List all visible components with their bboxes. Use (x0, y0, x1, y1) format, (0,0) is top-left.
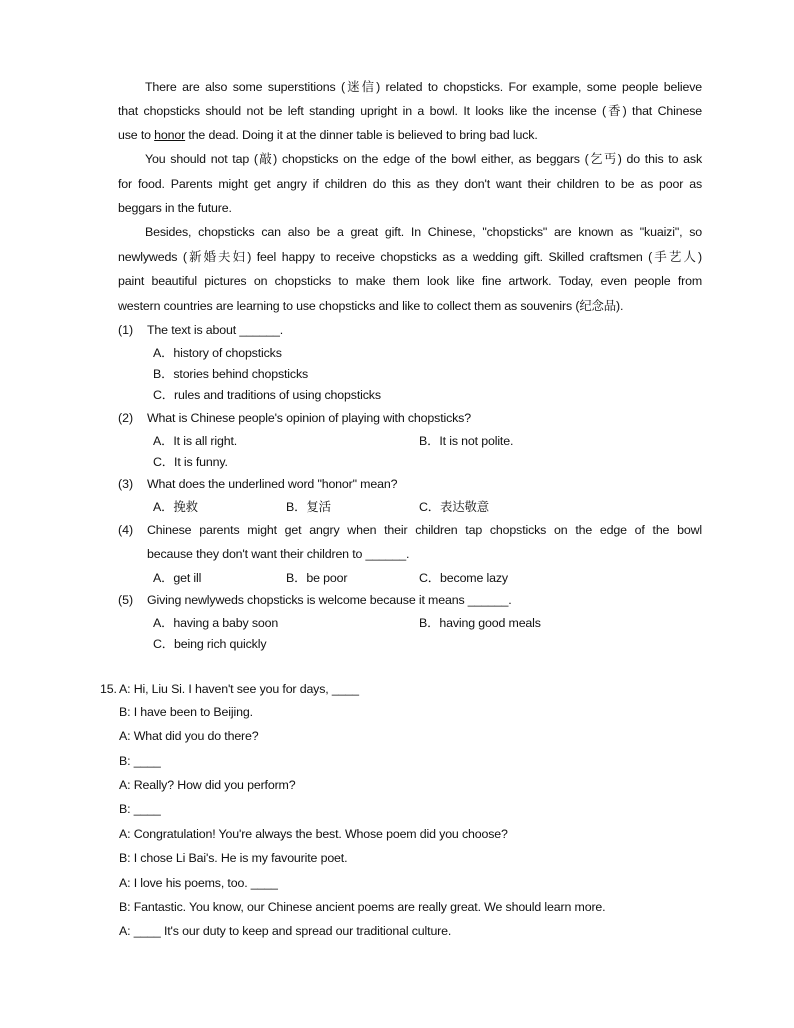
passage-line: for food. Parents might get angry if children do this as they don't want their children to be as poor as (118, 177, 702, 191)
passage-line: paint beautiful pictures on chopsticks to make them look like fine artwork. Today, even people from (118, 274, 702, 288)
option-a[interactable]: A．It is all right. (153, 434, 238, 448)
option-b[interactable]: B．复活 (286, 500, 331, 514)
dialogue-line: B: I have been to Beijing. (119, 705, 253, 719)
question-text: Giving newlyweds chopsticks is welcome because it means ______. (147, 593, 512, 607)
passage-line (118, 127, 702, 143)
dialogue-line: B: I chose Li Bai's. He is my favourite poet. (119, 851, 348, 865)
dialogue-line: A: Congratulation! You're always the best. Whose poem did you choose? (119, 827, 508, 841)
option-a[interactable]: A．get ill (153, 571, 202, 585)
option-b[interactable]: B．It is not polite. (419, 434, 514, 448)
option-b[interactable]: B．having good meals (419, 616, 541, 630)
dialogue-line: A: Hi, Liu Si. I haven't see you for days, ____ (119, 682, 359, 696)
option-a[interactable]: A．history of chopsticks (153, 346, 282, 360)
dialogue-line: A: What did you do there? (119, 729, 259, 743)
passage-line: There are also some superstitions (迷信) related to chopsticks. For example, some people believe (145, 80, 702, 94)
question-number: (4) (118, 523, 134, 537)
text: the dead. Doing it at the dinner table is believed to bring bad luck. (185, 128, 538, 142)
question-number: 15. (100, 682, 117, 696)
option-b[interactable]: B．stories behind chopsticks (153, 367, 309, 381)
passage-line: You should not tap (敲) chopsticks on the edge of the bowl either, as beggars (乞丐) do this to ask (145, 152, 702, 166)
option-c[interactable]: C．rules and traditions of using chopsticks (153, 388, 381, 402)
dialogue-line: B: ____ (119, 754, 161, 768)
option-b[interactable]: B．be poor (286, 571, 348, 585)
question-number: (5) (118, 593, 134, 607)
option-a[interactable]: A．挽救 (153, 500, 198, 514)
dialogue-line: A: ____ It's our duty to keep and spread our traditional culture. (119, 924, 452, 938)
text: use to (118, 128, 155, 142)
question-number: (3) (118, 477, 134, 491)
option-c[interactable]: C．表达敬意 (419, 500, 490, 514)
passage-line: that chopsticks should not be left standing upright in a bowl. It looks like the incense (香) that Chinese (118, 104, 702, 118)
dialogue-line: B: Fantastic. You know, our Chinese ancient poems are really great. We should learn more. (119, 900, 606, 914)
dialogue-line: A: Really? How did you perform? (119, 778, 296, 792)
option-c[interactable]: C．become lazy (419, 571, 508, 585)
passage-line: newlyweds (新婚夫妇) feel happy to receive chopsticks as a wedding gift. Skilled craftsmen (手艺人) (118, 250, 702, 264)
option-c[interactable]: C．being rich quickly (153, 637, 267, 651)
question-text: What does the underlined word "honor" mean? (147, 477, 398, 491)
question-text: The text is about ______. (147, 323, 284, 337)
question-text-continued: because they don't want their children to ______. (147, 547, 410, 561)
dialogue-line: B: ____ (119, 802, 161, 816)
option-a[interactable]: A．having a baby soon (153, 616, 279, 630)
dialogue-line: A: I love his poems, too. ____ (119, 876, 278, 890)
passage-line: beggars in the future. (118, 201, 232, 215)
passage-line: western countries are learning to use chopsticks and like to collect them as souvenirs (纪念品). (118, 299, 624, 313)
question-number: (2) (118, 411, 134, 425)
question-number: (1) (118, 323, 134, 337)
question-text: Chinese parents might get angry when their children tap chopsticks on the edge of the bowl (147, 523, 702, 537)
underlined-word: honor (154, 128, 186, 142)
passage-line: Besides, chopsticks can also be a great gift. In Chinese, "chopsticks" are known as "kuaizi", so (145, 225, 702, 239)
question-text: What is Chinese people's opinion of playing with chopsticks? (147, 411, 471, 425)
option-c[interactable]: C．It is funny. (153, 455, 228, 469)
